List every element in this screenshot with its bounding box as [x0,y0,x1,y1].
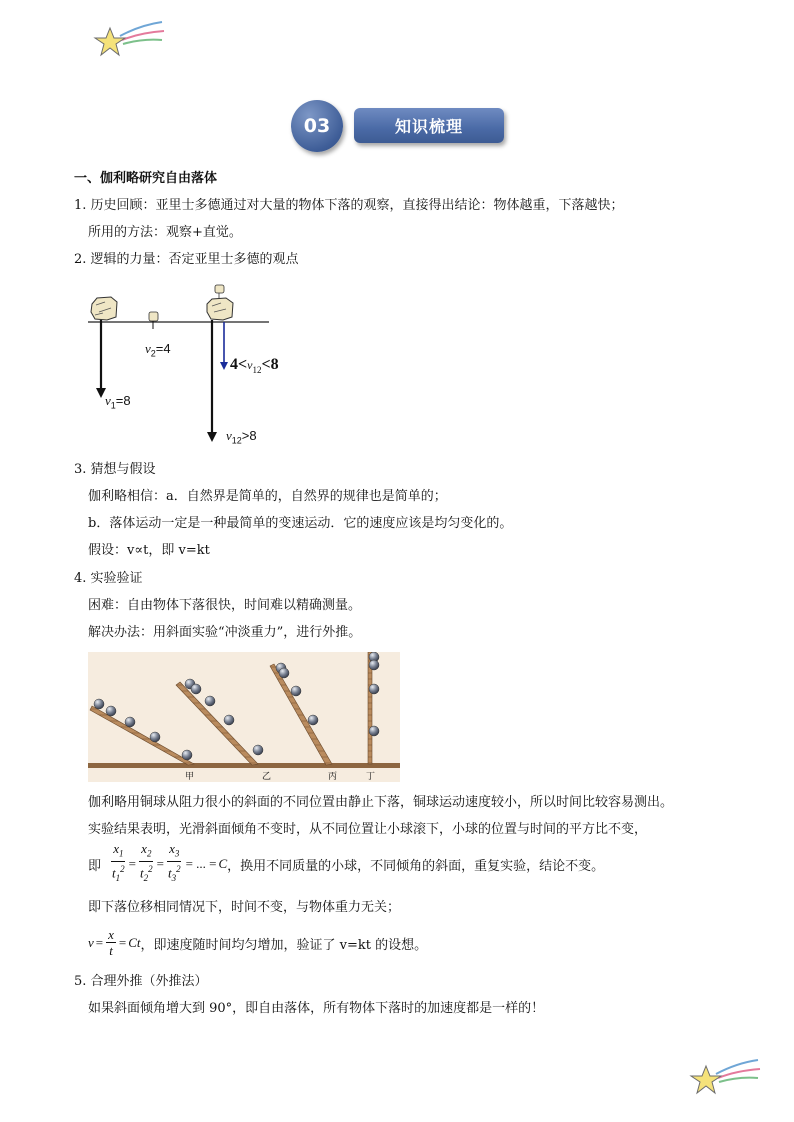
ratio-formula-line [88,841,605,883]
large-stone-icon [91,297,117,320]
incline-label-ding: 丁 [366,772,376,782]
item4-d: 实验结果表明，光滑斜面倾角不变时，从不同位置让小球滚下，小球的位置与时间的平方比不变， [88,822,648,837]
incline-experiment-image [88,652,400,782]
incline-bing [270,664,332,765]
ratio-formula: $\frac{x_1}{t_1^2}$ = $\frac{x_2}{t_2^2}$ = $\frac{x_3}{t_3^2}$ = ... = C [112,841,228,883]
formula-suffix: ，换用不同质量的小球，不同倾角的斜面，重复实验，结论不变。 [227,858,605,874]
item1-line1: 1. 历史回顾：亚里士多德通过对大量的物体下落的观察，直接得出结论：物体越重，下落越快； [74,198,624,213]
item4-a: 困难：自由物体下落很快，时间难以精确测量。 [88,598,362,613]
formula-prefix: 即 [88,858,102,874]
v12-range-label: $4<v_{12}<8$ [230,356,279,376]
item3-c: 假设：v∝t，即 v=kt [88,543,210,558]
incline-label-yi: 乙 [262,772,272,782]
heading: 一、伽利略研究自由落体 [74,171,218,186]
section-number: 03 [303,115,331,137]
incline-label-jia: 甲 [185,772,195,782]
small-stone-icon [149,312,158,329]
item4-f: 即下落位移相同情况下，时间不变，与物体重力无关； [88,900,401,915]
item4-heading: 4. 实验验证 [74,571,143,586]
item3-a: 伽利略相信：a．自然界是简单的，自然界的规律也是简单的； [88,489,447,504]
star-decoration-icon [90,14,170,60]
item5-heading: 5. 合理外推（外推法） [74,974,208,989]
velocity-formula: v = $\frac{x}{t}$ = Ct [88,927,141,958]
velocity-formula-line [88,926,427,960]
item3-heading: 3. 猜想与假设 [74,462,156,477]
item5-a: 如果斜面倾角增大到 90°，即自由落体，所有物体下落时的加速度都是一样的！ [88,1001,545,1016]
v2-label: $v_2=4$ [145,341,171,359]
item4-c: 伽利略用铜球从阻力很小的斜面的不同位置由静止下落，铜球运动速度较小，所以时间比较容易测出。 [88,795,674,810]
section-number-badge [291,100,343,152]
incline-label-bing: 丙 [328,772,338,782]
v12-label: $v_{12}>8$ [226,428,257,446]
section-title-badge [354,108,504,143]
v1-label: $v_1=8$ [105,393,131,411]
item3-b: b．落体运动一定是一种最简单的变速运动．它的速度应该是均匀变化的。 [88,516,513,531]
item2-heading: 2. 逻辑的力量：否定亚里士多德的观点 [74,252,299,267]
tied-stones-icon [207,285,233,320]
section-title: 知识梳理 [394,117,463,136]
star-decoration-icon [686,1052,766,1098]
velocity-formula-suffix: ，即速度随时间均匀增加，验证了 v=kt 的设想。 [140,937,428,953]
floor-plank [88,763,400,768]
incline-jia [90,706,194,765]
item4-b: 解决办法：用斜面实验“冲淡重力”，进行外推。 [88,625,362,640]
item1-line2: 所用的方法：观察+直觉。 [88,225,242,240]
falling-bodies-diagram [85,282,285,450]
